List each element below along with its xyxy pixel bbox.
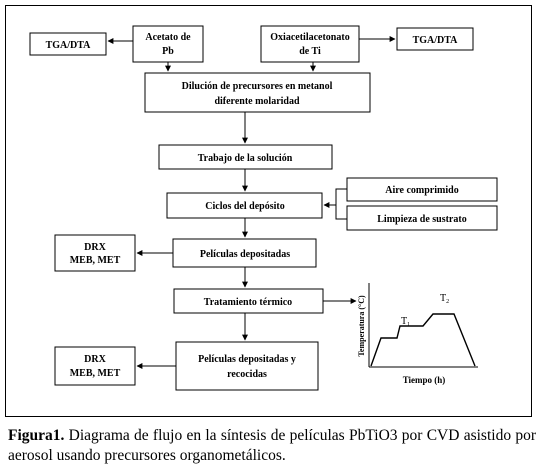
- oxiacetil-label-1: Oxiacetilacetonato: [270, 32, 350, 43]
- figure-caption: [8, 426, 536, 466]
- drx2-label-2: MEB, MET: [69, 368, 121, 379]
- drx1-label-2: MEB, MET: [69, 255, 121, 266]
- graph-t1-label: $T_1$: [401, 316, 411, 328]
- acetato-label-2: Pb: [162, 46, 174, 57]
- dilucion-label-1: Dilución de precursores en metanol: [181, 81, 333, 92]
- tratamiento-label: Tratamiento térmico: [203, 297, 293, 308]
- peliculas-rec-box: [176, 342, 318, 390]
- drx2-box: [55, 347, 135, 385]
- temperature-profile-line: [371, 314, 475, 366]
- temperature-graph: [357, 283, 478, 385]
- tga-right-label: TGA/DTA: [412, 35, 458, 46]
- graph-xlabel: Tiempo (h): [402, 375, 446, 385]
- aire-label: Aire comprimido: [385, 185, 459, 196]
- peliculas-rec-label-2: recocidas: [227, 369, 267, 380]
- acetato-label-1: Acetato de: [145, 32, 191, 43]
- graph-t2-label: $T_2$: [440, 293, 450, 305]
- dilucion-label-2: diferente molaridad: [214, 96, 300, 107]
- caption-text: Diagrama de flujo en la síntesis de películas PbTiO3 por CVD asistido por aerosol usando precursores organometálicos.: [8, 427, 536, 464]
- peliculas-rec-label-1: Películas depositadas y: [198, 354, 296, 365]
- limpieza-label: Limpieza de sustrato: [377, 214, 467, 225]
- bracket-inputs: [336, 189, 347, 219]
- tga-left-label: TGA/DTA: [45, 40, 91, 51]
- caption-label: Figura1.: [8, 427, 65, 444]
- peliculas-label: Películas depositadas: [199, 249, 291, 260]
- drx2-label-1: DRX: [84, 354, 106, 365]
- drx1-label-1: DRX: [84, 242, 106, 253]
- graph-ylabel: Temperatura (°C): [357, 295, 366, 357]
- ciclos-label: Ciclos del depósito: [205, 201, 285, 212]
- oxiacetil-label-2: de Ti: [299, 46, 321, 57]
- trabajo-label: Trabajo de la solución: [197, 153, 293, 164]
